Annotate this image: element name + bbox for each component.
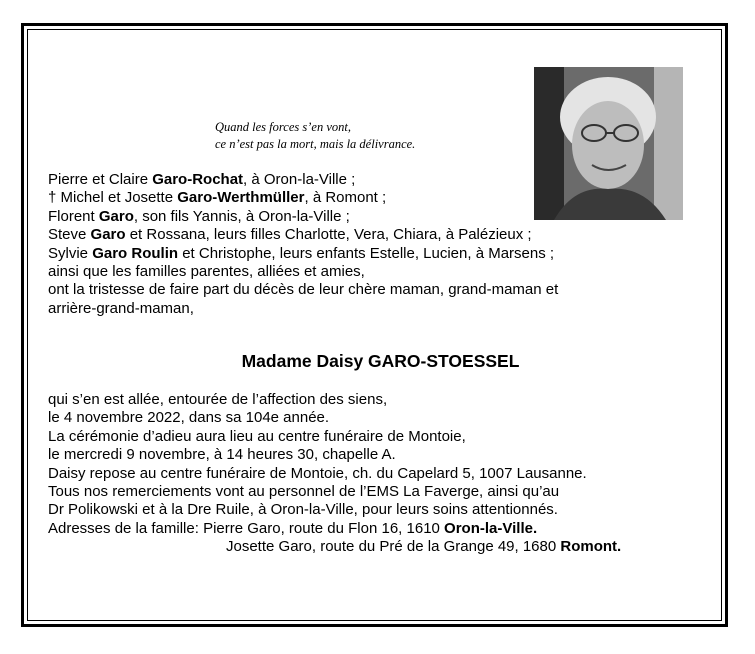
family-line-2: † Michel et Josette Garo-Werthmüller, à Romont ; — [48, 189, 387, 207]
address-line-1: Adresses de la famille: Pierre Garo, route du Flon 16, 1610 Oron-la-Ville. — [48, 519, 538, 537]
body-line-2: le 4 novembre 2022, dans sa 104e année. — [48, 409, 330, 427]
body-line-1: qui s’en est allée, entourée de l’affection des siens, — [48, 391, 388, 408]
body-line-4: le mercredi 9 novembre, à 14 heures 30, chapelle A. — [48, 446, 396, 464]
body-line-7: Dr Polikowski et à la Dre Ruile, à Oron-la-Ville, pour leurs soins attentionnés. — [48, 501, 558, 519]
body-line-3: La cérémonie d’adieu aura lieu au centre funéraire de Montoie, — [48, 427, 466, 445]
quote — [215, 119, 535, 153]
family-line-6: ainsi que les familles parentes, alliées et amies, — [48, 263, 365, 281]
family-line-1: Pierre et Claire Garo-Rochat, à Oron-la-Ville ; — [48, 171, 356, 188]
address-line-2: Josette Garo, route du Pré de la Grange 49, 1680 Romont. — [226, 538, 622, 556]
family-line-8: arrière-grand-maman, — [48, 299, 194, 317]
body-line-6: Tous nos remerciements vont au personnel de l’EMS La Faverge, ainsi qu’au — [48, 483, 560, 501]
family-line-7: ont la tristesse de faire part du décès de leur chère maman, grand-maman et — [48, 281, 559, 299]
family-line-5: Sylvie Garo Roulin et Christophe, leurs enfants Estelle, Lucien, à Marsens ; — [48, 244, 555, 262]
family-line-3: Florent Garo, son fils Yannis, à Oron-la-Ville ; — [48, 207, 350, 225]
family-line-4: Steve Garo et Rossana, leurs filles Charlotte, Vera, Chiara, à Palézieux ; — [48, 226, 532, 244]
quote-line-1: Quand les forces s’en vont, — [215, 120, 351, 134]
family-list — [48, 171, 708, 318]
announcement-body — [48, 391, 708, 557]
quote-line-2: ce n’est pas la mort, mais la délivrance. — [215, 137, 416, 151]
body-line-5: Daisy repose au centre funéraire de Montoie, ch. du Capelard 5, 1007 Lausanne. — [48, 464, 587, 482]
deceased-name: Madame Daisy GARO-STOESSEL — [241, 351, 520, 371]
